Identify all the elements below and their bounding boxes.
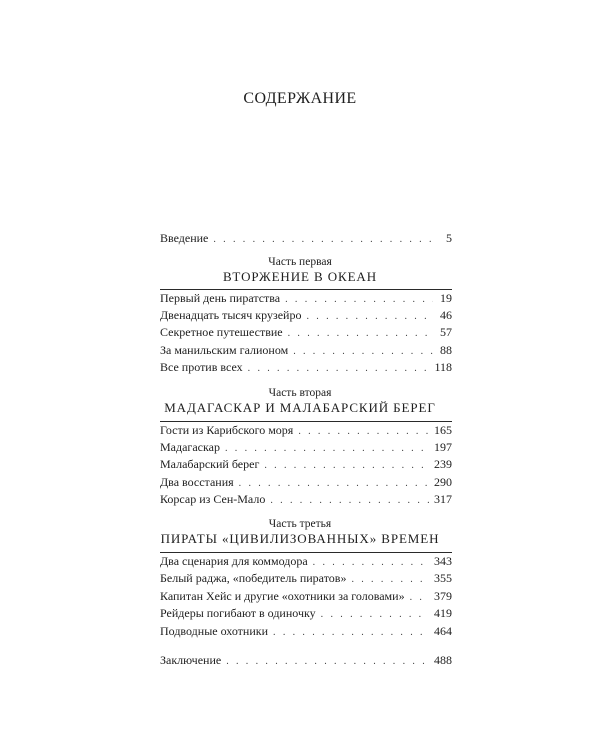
dot-leader <box>351 572 429 586</box>
dot-leader <box>270 493 429 507</box>
toc-entry-title: Подводные охотники <box>160 624 269 638</box>
part-title: ПИРАТЫ «ЦИВИЛИЗОВАННЫХ» ВРЕМЕН <box>160 531 440 546</box>
part-label: Часть первая <box>268 256 332 268</box>
toc-entry <box>160 324 452 340</box>
dot-leader <box>264 458 429 472</box>
toc-entry-title: Введение <box>160 231 209 245</box>
dot-leader <box>298 424 429 438</box>
toc-entry <box>160 422 452 438</box>
dot-leader <box>225 441 429 455</box>
toc-entry-page: 118 <box>434 360 452 374</box>
toc-entry <box>160 456 452 472</box>
dot-leader <box>239 476 429 490</box>
toc-entry <box>160 570 452 586</box>
toc-entry-page: 197 <box>434 440 452 454</box>
toc-entry-title: Капитан Хейс и другие «охотники за головами» <box>160 589 405 603</box>
dot-leader <box>306 309 433 323</box>
toc-entry-title: Секретное путешествие <box>160 325 283 339</box>
toc-entry <box>160 623 452 639</box>
toc-entry <box>160 307 452 323</box>
toc-entry <box>160 491 452 507</box>
part-title: МАДАГАСКАР И МАЛАБАРСКИЙ БЕРЕГ <box>164 400 436 415</box>
toc-entry <box>160 474 452 490</box>
dot-leader <box>226 654 429 668</box>
toc-entry-page: 46 <box>440 308 452 322</box>
toc-title: СОДЕРЖАНИЕ <box>243 90 357 107</box>
part-label: Часть третья <box>268 518 332 530</box>
toc-entry-page: 464 <box>434 624 452 638</box>
dot-leader <box>321 607 429 621</box>
dot-leader <box>285 292 433 306</box>
toc-entry-page: 419 <box>434 606 452 620</box>
toc-entry-title: Два восстания <box>160 475 234 489</box>
toc-entry <box>160 588 452 604</box>
toc-entry-page: 88 <box>440 343 452 357</box>
toc-entry <box>160 359 452 375</box>
toc-entry-page: 343 <box>434 554 452 568</box>
toc-entry-page: 488 <box>434 653 452 667</box>
toc-entry-conclusion <box>160 652 452 668</box>
toc-entry-title: Мадагаскар <box>160 440 220 454</box>
dot-leader <box>410 590 429 604</box>
dot-leader <box>288 326 433 340</box>
dot-leader <box>273 625 429 639</box>
part-title: ВТОРЖЕНИЕ В ОКЕАН <box>223 269 377 284</box>
toc-entry-title: Два сценария для коммодора <box>160 554 308 568</box>
toc-entry <box>160 342 452 358</box>
toc-entry-page: 379 <box>434 589 452 603</box>
toc-entry-title: Белый раджа, «победитель пиратов» <box>160 571 347 585</box>
toc-entry <box>160 553 452 569</box>
toc-entry-page: 355 <box>434 571 452 585</box>
toc-entry-title: Корсар из Сен-Мало <box>160 492 266 506</box>
toc-entry-page: 239 <box>434 457 452 471</box>
toc-entry-page: 19 <box>440 291 452 305</box>
toc-entry-page: 317 <box>434 492 452 506</box>
toc-entry-title: Все против всех <box>160 360 243 374</box>
toc-entry-title: Рейдеры погибают в одиночку <box>160 606 316 620</box>
dot-leader <box>313 555 429 569</box>
toc-entry-intro <box>160 230 452 246</box>
toc-entry-title: Двенадцать тысяч крузейро <box>160 308 302 322</box>
toc-entry-page: 165 <box>434 423 452 437</box>
toc-entry <box>160 290 452 306</box>
toc-entry-page: 57 <box>440 325 452 339</box>
toc-entry <box>160 439 452 455</box>
toc-entry-title: Малабарский берег <box>160 457 260 471</box>
toc-entry-title: За манильским галионом <box>160 343 289 357</box>
part-label: Часть вторая <box>268 387 332 399</box>
dot-leader <box>213 232 433 246</box>
toc-entry-title: Первый день пиратства <box>160 291 281 305</box>
toc-entry <box>160 605 452 621</box>
toc-entry-page: 290 <box>434 475 452 489</box>
toc-entry-page: 5 <box>446 231 452 245</box>
toc-entry-title: Гости из Карибского моря <box>160 423 294 437</box>
dot-leader <box>293 344 433 358</box>
toc-entry-title: Заключение <box>160 653 222 667</box>
dot-leader <box>248 361 430 375</box>
